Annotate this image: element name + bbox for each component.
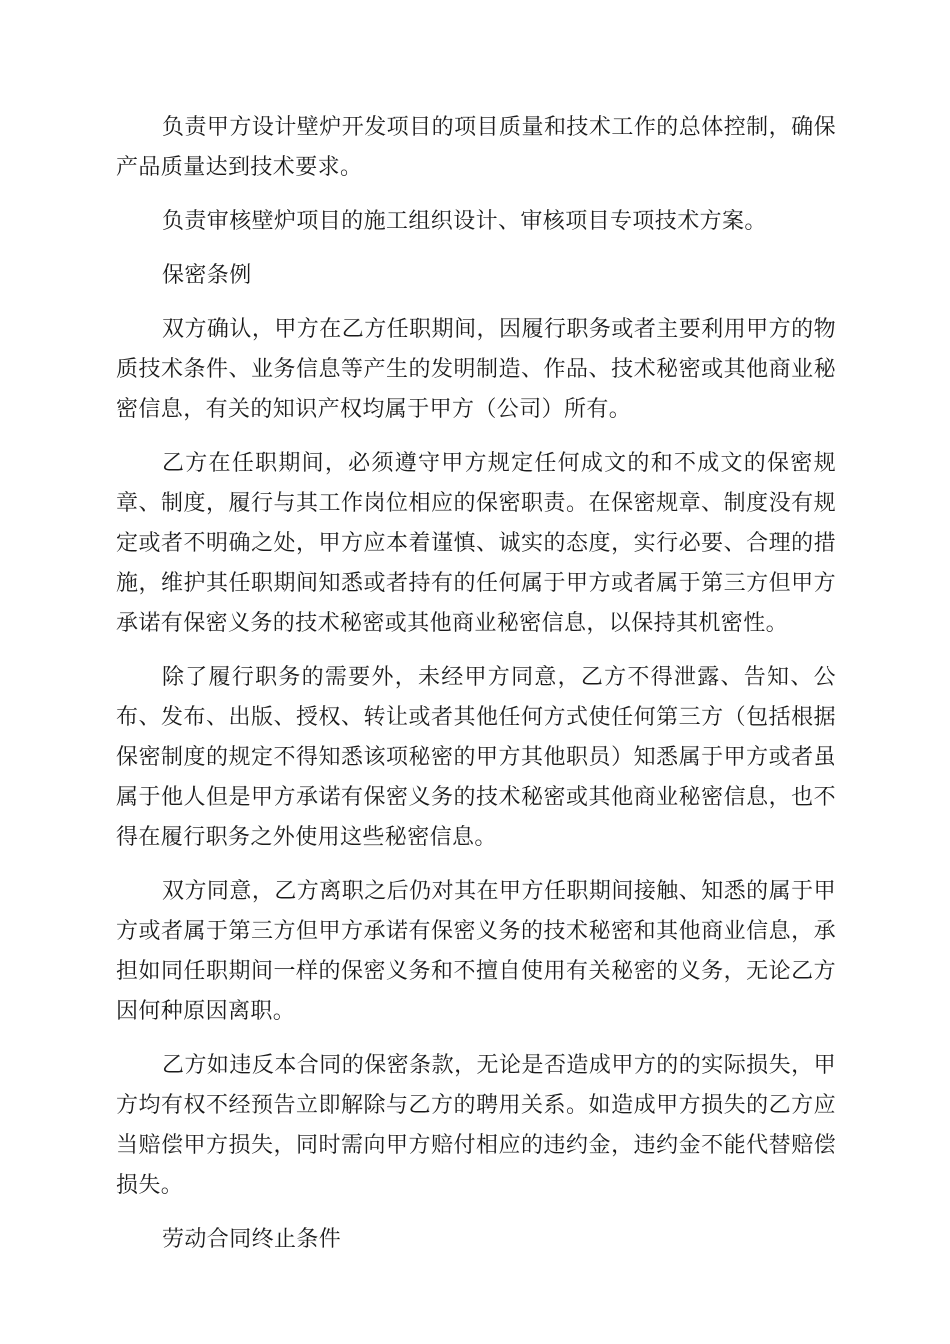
- paragraph-quality-control: 负责甲方设计壁炉开发项目的项目质量和技术工作的总体控制，确保产品质量达到技术要求。: [116, 115, 836, 180]
- section-heading-termination: 劳动合同终止条件: [162, 1227, 342, 1252]
- section-heading-confidentiality: 保密条例: [162, 263, 252, 288]
- paragraph-technical-review: 负责审核壁炉项目的施工组织设计、审核项目专项技术方案。: [162, 209, 767, 234]
- paragraph-ip-ownership: 双方确认，甲方在乙方任职期间，因履行职务或者主要利用甲方的物质技术条件、业务信息等产生的发明制造、作品、技术秘密或其他商业秘密信息，有关的知识产权均属于甲方（公司）所有。: [116, 317, 836, 422]
- paragraph-non-disclosure: 除了履行职务的需要外，未经甲方同意，乙方不得泄露、告知、公布、发布、出版、授权、转让或者其他任何方式使任何第三方（包括根据保密制度的规定不得知悉该项秘密的甲方其他职员）知悉属于甲方或者虽属于他人但是甲方承诺有保密义务的技术秘密或其他商业秘密信息，也不得在履行职务之外使用这些秘密信息。: [116, 665, 836, 850]
- document-body: [116, 108, 836, 1274]
- paragraph-breach-penalty: 乙方如违反本合同的保密条款，无论是否造成甲方的的实际损失，甲方均有权不经预告立即解除与乙方的聘用关系。如造成甲方损失的乙方应当赔偿甲方损失，同时需向甲方赔付相应的违约金，违约金不能代替赔偿损失。: [116, 1053, 836, 1198]
- paragraph-post-employment: 双方同意，乙方离职之后仍对其在甲方任职期间接触、知悉的属于甲方或者属于第三方但甲方承诺有保密义务的技术秘密和其他商业信息，承担如同任职期间一样的保密义务和不擅自使用有关秘密的义务，无论乙方因何种原因离职。: [116, 879, 836, 1024]
- paragraph-confidentiality-duty: 乙方在任职期间，必须遵守甲方规定任何成文的和不成文的保密规章、制度，履行与其工作岗位相应的保密职责。在保密规章、制度没有规定或者不明确之处，甲方应本着谨慎、诚实的态度，实行必要、合理的措施，维护其任职期间知悉或者持有的任何属于甲方或者属于第三方但甲方承诺有保密义务的技术秘密或其他商业秘密信息，以保持其机密性。: [116, 451, 836, 636]
